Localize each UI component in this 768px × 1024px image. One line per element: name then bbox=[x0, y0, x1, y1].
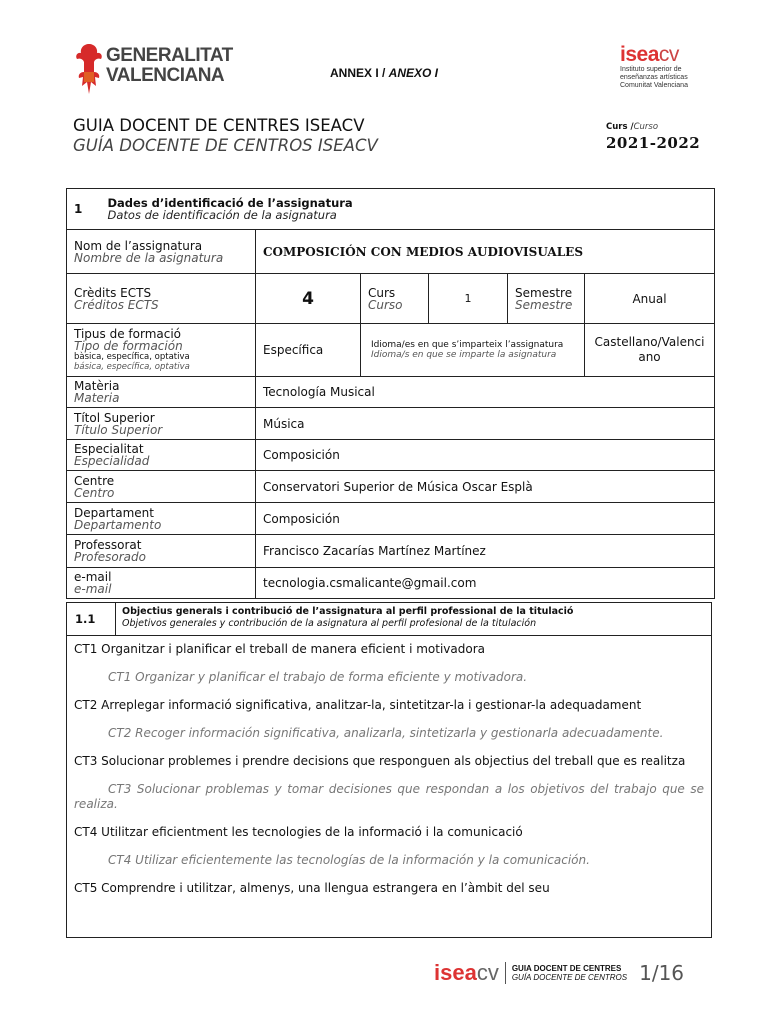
footer-logo bbox=[434, 960, 499, 986]
matter-label-es: Materia bbox=[74, 391, 120, 405]
teachers-value: Francisco Zacarías Martínez Martínez bbox=[256, 535, 715, 568]
identification-table bbox=[66, 188, 715, 599]
isea-logo-line-3: Comunitat Valenciana bbox=[620, 82, 688, 89]
degree-label-es: Título Superior bbox=[74, 422, 163, 437]
footer-text-es: GUÍA DOCENTE DE CENTROS bbox=[511, 973, 628, 982]
page-footer bbox=[434, 960, 684, 986]
language-label-ca: Idioma/es en que s’imparteix l’assignatura bbox=[371, 340, 564, 350]
department-label-es: Departamento bbox=[74, 517, 162, 532]
footer-logo-word-a: isea bbox=[434, 960, 477, 985]
semester-value: Anual bbox=[585, 274, 715, 324]
language-value: Castellano/Valenciano bbox=[585, 324, 715, 377]
objective-ct2-ca: CT2 Arreplegar informació significativa, analitzar-la, sintetitzar-la i gestionar-la adequadament bbox=[74, 698, 642, 712]
section-1-title-ca: Dades d’identificació de l’assignatura bbox=[107, 196, 353, 210]
department-value: Composición bbox=[256, 503, 715, 535]
section-11-title-ca: Objectius generals i contribució de l’assignatura al perfil professional de la titulació bbox=[122, 606, 574, 617]
training-hint-ca: bàsica, específica, optativa bbox=[74, 352, 190, 362]
annex-ca: ANNEX I / bbox=[329, 66, 386, 80]
row-department bbox=[67, 503, 715, 535]
credits-label-ca: Crèdits ECTS bbox=[74, 285, 152, 300]
footer-logo-word-b: cv bbox=[476, 960, 499, 985]
course-label-es: Curso bbox=[368, 297, 403, 312]
annex-es: ANEXO I bbox=[388, 66, 439, 80]
row-credits bbox=[67, 274, 715, 324]
section-1-title-es: Datos de identificación de la asignatura bbox=[107, 208, 337, 222]
semester-label-es: Semestre bbox=[515, 297, 573, 312]
isea-logo-line-2: enseñanzas artísticas bbox=[620, 74, 688, 81]
row-training bbox=[67, 324, 715, 377]
isea-logo-line-1: Instituto superior de bbox=[620, 66, 682, 73]
title-ca: GUIA DOCENT DE CENTRES ISEACV bbox=[73, 116, 365, 135]
training-label-ca: Tipus de formació bbox=[74, 327, 182, 341]
gv-logo-line-1: GENERALITAT bbox=[106, 45, 233, 66]
section-1-header bbox=[67, 189, 715, 230]
center-label-es: Centro bbox=[74, 485, 115, 500]
iseacv-logo bbox=[620, 45, 688, 90]
row-email bbox=[67, 568, 715, 599]
isea-logo-word-a: isea bbox=[620, 43, 659, 66]
subject-label-es: Nombre de la asignatura bbox=[74, 250, 224, 265]
language-label-es: Idioma/s en que se imparte la asignatura bbox=[371, 350, 557, 360]
objective-ct4-es: CT4 Utilizar eficientemente las tecnologías de la información y la comunicación. bbox=[108, 853, 590, 867]
section-11-number: 1.1 bbox=[67, 603, 116, 635]
center-label-ca: Centre bbox=[74, 473, 115, 488]
matter-value: Tecnología Musical bbox=[256, 377, 715, 408]
subject-value: COMPOSICIÓN CON MEDIOS AUDIOVISUALES bbox=[256, 230, 715, 274]
document-title bbox=[73, 116, 378, 156]
row-specialty bbox=[67, 440, 715, 471]
footer-text-ca: GUIA DOCENT DE CENTRES bbox=[511, 964, 622, 973]
specialty-label-ca: Especialitat bbox=[74, 442, 144, 456]
academic-year bbox=[606, 122, 700, 152]
training-value: Específica bbox=[256, 324, 361, 377]
center-value: Conservatori Superior de Música Oscar Esplà bbox=[256, 471, 715, 503]
title-es: GUÍA DOCENTE DE CENTROS ISEACV bbox=[73, 136, 378, 155]
email-label-es: e-mail bbox=[74, 582, 112, 596]
objectives-list bbox=[67, 636, 711, 896]
section-1-number: 1 bbox=[74, 202, 83, 216]
degree-value: Música bbox=[256, 408, 715, 440]
teachers-label-ca: Professorat bbox=[74, 538, 142, 552]
training-hint-es: básica, específica, optativa bbox=[74, 362, 190, 372]
row-matter bbox=[67, 377, 715, 408]
course-value: 1 bbox=[429, 274, 508, 324]
matter-label-ca: Matèria bbox=[74, 379, 120, 393]
specialty-label-es: Especialidad bbox=[74, 454, 150, 468]
objective-ct3-es: CT3 Solucionar problemas y tomar decisiones que respondan a los objetivos del trabajo que se realiza. bbox=[74, 782, 704, 811]
year-value: 2021-2022 bbox=[606, 134, 701, 152]
semester-label-ca: Semestre bbox=[515, 285, 573, 300]
page-number: 1/16 bbox=[639, 961, 685, 985]
objectives-section bbox=[66, 602, 712, 938]
teachers-label-es: Profesorado bbox=[74, 550, 146, 564]
row-subject bbox=[67, 230, 715, 274]
objective-ct1-ca: CT1 Organitzar i planificar el treball de manera eficient i motivadora bbox=[74, 642, 485, 656]
gv-logo-line-2: VALENCIANA bbox=[106, 65, 225, 86]
department-label-ca: Departament bbox=[74, 505, 154, 520]
row-center bbox=[67, 471, 715, 503]
email-value: tecnologia.csmalicante@gmail.com bbox=[256, 568, 715, 599]
row-degree bbox=[67, 408, 715, 440]
subject-label-ca: Nom de l’assignatura bbox=[74, 238, 203, 253]
specialty-value: Composición bbox=[256, 440, 715, 471]
objectives-header bbox=[67, 603, 711, 636]
objective-ct1-es: CT1 Organizar y planificar el trabajo de forma eficiente y motivadora. bbox=[108, 670, 528, 684]
credits-value: 4 bbox=[256, 274, 361, 324]
objective-ct5-ca: CT5 Comprendre i utilitzar, almenys, una llengua estrangera en l’àmbit del seu bbox=[74, 881, 550, 895]
curs-ca: Curs / bbox=[606, 122, 634, 132]
training-label-es: Tipo de formación bbox=[74, 339, 183, 353]
objective-ct4-ca: CT4 Utilitzar eficientment les tecnologies de la informació i la comunicació bbox=[74, 825, 523, 839]
course-label-ca: Curs bbox=[368, 285, 396, 300]
section-11-title-es: Objetivos generales y contribución de la asignatura al perfil profesional de la titulación bbox=[122, 618, 537, 629]
curs-es: Curso bbox=[633, 122, 659, 132]
objective-ct3-ca: CT3 Solucionar problemes i prendre decisions que responguen als objectius del treball que es realitza bbox=[74, 754, 686, 768]
credits-label-es: Créditos ECTS bbox=[74, 297, 159, 312]
degree-label-ca: Títol Superior bbox=[74, 410, 155, 425]
isea-logo-word-b: cv bbox=[658, 43, 679, 66]
email-label-ca: e-mail bbox=[74, 570, 112, 584]
footer-separator bbox=[505, 962, 506, 984]
row-teachers bbox=[67, 535, 715, 568]
objective-ct2-es: CT2 Recoger información significativa, analizarla, sintetizarla y gestionarla adecuadamente. bbox=[108, 726, 664, 740]
